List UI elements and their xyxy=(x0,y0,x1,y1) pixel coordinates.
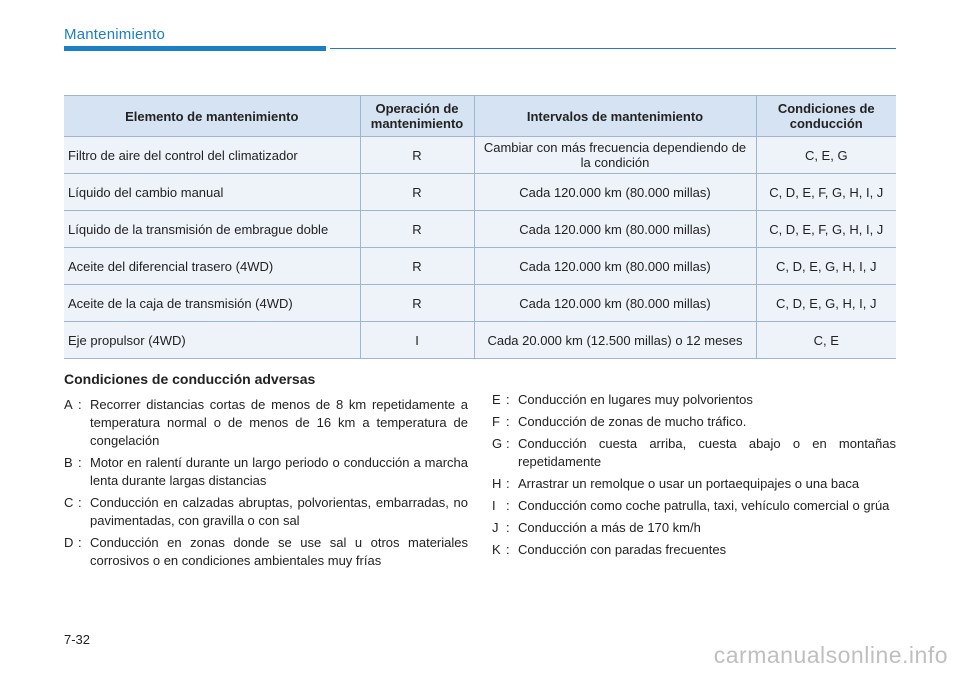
cell-interval: Cada 120.000 km (80.000 millas) xyxy=(474,248,756,285)
table-row xyxy=(64,322,896,359)
list-item: H : Arrastrar un remolque o usar un portaequipajes o una baca xyxy=(492,475,896,493)
condition-letter: J xyxy=(492,520,499,535)
condition-letter: F xyxy=(492,414,500,429)
section-title: Mantenimiento xyxy=(64,26,165,43)
cell-element: Eje propulsor (4WD) xyxy=(64,322,360,359)
header-interval: Intervalos de mantenimiento xyxy=(474,96,756,137)
list-item: J : Conducción a más de 170 km/h xyxy=(492,519,896,537)
maintenance-table xyxy=(64,95,896,359)
condition-text: Conducción como coche patrulla, taxi, vehículo comercial o grúa xyxy=(518,498,890,513)
table-header-row xyxy=(64,96,896,137)
cell-operation: I xyxy=(360,322,474,359)
cell-operation: R xyxy=(360,211,474,248)
list-item: C : Conducción en calzadas abruptas, polvorientas, embarradas, no pavimentadas, con gravilla o con sal xyxy=(64,495,468,528)
cell-conditions: C, D, E, F, G, H, I, J xyxy=(756,174,896,211)
condition-text: Conducción con paradas frecuentes xyxy=(518,542,727,557)
condition-text: Conducción en zonas donde se use sal u otros materiales corrosivos o en condiciones ambientales muy frías xyxy=(90,535,468,568)
condition-letter: B xyxy=(64,455,73,470)
list-item: G : Conducción cuesta arriba, cuesta abajo o en montañas repetidamente xyxy=(492,436,896,469)
header-element: Elemento de mantenimiento xyxy=(64,96,360,137)
conditions-title: Condiciones de conducción adversas xyxy=(64,371,316,387)
cell-interval: Cada 20.000 km (12.500 millas) o 12 meses xyxy=(474,322,756,359)
list-item: A : Recorrer distancias cortas de menos de 8 km repetidamente a temperatura normal o de menos de 16 km a temperatura de congelación xyxy=(64,397,468,448)
cell-interval: Cada 120.000 km (80.000 millas) xyxy=(474,174,756,211)
condition-text: Conducción cuesta arriba, cuesta abajo o en montañas repetidamente xyxy=(518,436,896,469)
cell-element: Aceite de la caja de transmisión (4WD) xyxy=(64,285,360,322)
cell-operation: R xyxy=(360,248,474,285)
header-rule-thin xyxy=(330,48,896,49)
list-item: B : Motor en ralentí durante un largo periodo o conducción a marcha lenta durante largas distancias xyxy=(64,455,468,488)
watermark: carmanualsonline.info xyxy=(713,642,948,668)
conditions-list-right xyxy=(492,391,896,563)
list-item: F : Conducción de zonas de mucho tráfico. xyxy=(492,413,896,431)
cell-element: Líquido de la transmisión de embrague doble xyxy=(64,211,360,248)
list-item: D : Conducción en zonas donde se use sal u otros materiales corrosivos o en condiciones ambientales muy frías xyxy=(64,535,468,568)
condition-text: Arrastrar un remolque o usar un portaequipajes o una baca xyxy=(518,476,860,491)
condition-letter: K xyxy=(492,542,501,557)
cell-conditions: C, E xyxy=(756,322,896,359)
condition-text: Conducción en calzadas abruptas, polvorientas, embarradas, no pavimentadas, con gravilla o con sal xyxy=(90,495,468,528)
condition-letter: H xyxy=(492,476,502,491)
table-row xyxy=(64,248,896,285)
table-row xyxy=(64,174,896,211)
page-number: 7-32 xyxy=(64,632,91,647)
condition-letter: G xyxy=(492,436,503,451)
cell-operation: R xyxy=(360,285,474,322)
table-row xyxy=(64,137,896,174)
condition-text: Conducción de zonas de mucho tráfico. xyxy=(518,414,747,429)
cell-operation: R xyxy=(360,174,474,211)
cell-interval: Cambiar con más frecuencia dependiendo de la condición xyxy=(474,137,756,174)
header-rule-thick xyxy=(64,46,326,51)
cell-element: Filtro de aire del control del climatizador xyxy=(64,137,360,174)
list-item: K : Conducción con paradas frecuentes xyxy=(492,541,896,559)
header-operation: Operación de mantenimiento xyxy=(360,96,474,137)
cell-conditions: C, D, E, G, H, I, J xyxy=(756,248,896,285)
condition-letter: D xyxy=(64,535,74,550)
list-item: I : Conducción como coche patrulla, taxi, vehículo comercial o grúa xyxy=(492,497,896,515)
table-row xyxy=(64,211,896,248)
condition-letter: I xyxy=(492,498,496,513)
conditions-list-left xyxy=(64,396,468,574)
condition-text: Recorrer distancias cortas de menos de 8 km repetidamente a temperatura normal o de menos de 16 km a temperatura de congelación xyxy=(90,397,468,448)
header-conditions: Condiciones de conducción xyxy=(756,96,896,137)
condition-text: Motor en ralentí durante un largo periodo o conducción a marcha lenta durante largas distancias xyxy=(90,455,468,488)
table-row xyxy=(64,285,896,322)
cell-conditions: C, D, E, F, G, H, I, J xyxy=(756,211,896,248)
condition-letter: E xyxy=(492,392,501,407)
condition-letter: A xyxy=(64,397,73,412)
condition-text: Conducción a más de 170 km/h xyxy=(518,520,701,535)
cell-conditions: C, D, E, G, H, I, J xyxy=(756,285,896,322)
list-item: E : Conducción en lugares muy polvorientos xyxy=(492,391,896,409)
cell-interval: Cada 120.000 km (80.000 millas) xyxy=(474,285,756,322)
cell-conditions: C, E, G xyxy=(756,137,896,174)
cell-interval: Cada 120.000 km (80.000 millas) xyxy=(474,211,756,248)
cell-operation: R xyxy=(360,137,474,174)
condition-letter: C xyxy=(64,495,74,510)
cell-element: Líquido del cambio manual xyxy=(64,174,360,211)
condition-text: Conducción en lugares muy polvorientos xyxy=(518,392,753,407)
cell-element: Aceite del diferencial trasero (4WD) xyxy=(64,248,360,285)
